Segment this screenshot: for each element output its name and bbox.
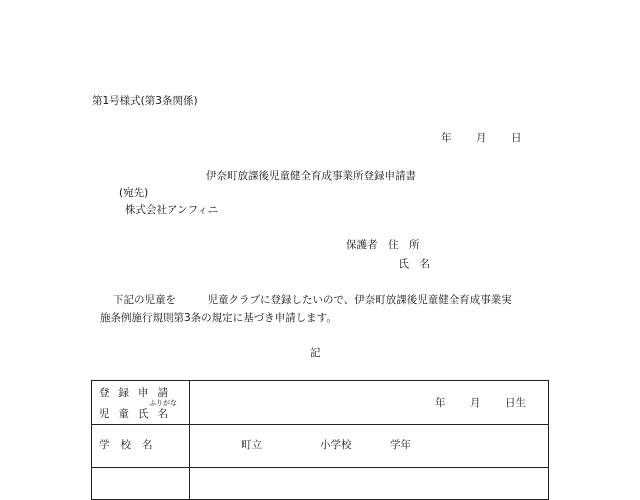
document-title: 伊奈町放課後児童健全育成事業所登録申請書 — [206, 170, 416, 182]
addressee-prefix: (宛先) — [119, 187, 149, 199]
table-column-divider — [189, 381, 190, 499]
birth-month-label: 月 — [470, 397, 481, 409]
application-table — [91, 380, 549, 500]
date-year-label: 年 — [441, 132, 452, 144]
date-day-label: 日 — [511, 132, 522, 144]
applicant-address-label: 保護者 住 所 — [346, 239, 420, 251]
table-row-divider-1 — [92, 424, 548, 425]
body-text-line-2: 施条例施行規則第3条の規定に基づき申請します。 — [100, 312, 337, 324]
birth-year-label: 年 — [435, 397, 446, 409]
table-row-divider-2 — [92, 467, 548, 468]
town-label: 町立 — [241, 439, 262, 451]
birth-day-label: 日生 — [505, 397, 526, 409]
body-text-line-1: 下記の児童を 児童クラブに登録したいので、伊奈町放課後児童健全育成事業実 — [113, 294, 512, 306]
date-month-label: 月 — [476, 132, 487, 144]
child-name-label-top: 登録申請 — [99, 387, 177, 399]
school-name-label: 学校名 — [99, 439, 164, 451]
addressee-name: 株式会社アンフィニ — [125, 204, 219, 216]
applicant-name-label: 氏 名 — [398, 258, 430, 270]
furigana-label: ふりがな — [149, 399, 177, 407]
ki-heading: 記 — [310, 347, 321, 359]
grade-label: 学年 — [390, 439, 411, 451]
elementary-school-label: 小学校 — [320, 439, 352, 451]
form-number: 第1号様式(第3条関係) — [92, 95, 198, 107]
child-name-label-bottom: 児童氏名 — [99, 408, 177, 420]
